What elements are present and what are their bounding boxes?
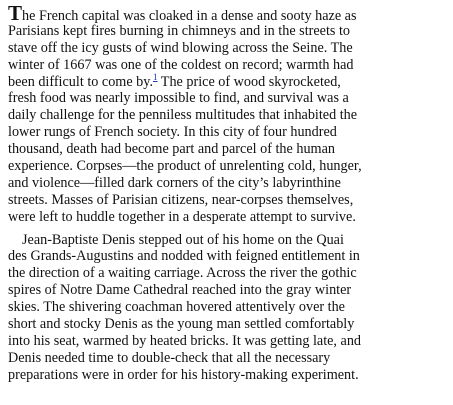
line-text: The price of wood skyrocketed,	[157, 73, 341, 90]
text-line: experience. Corpses—the product of unrelenting cold, hunger,	[8, 158, 362, 175]
text-line: Denis needed time to double-check that all the necessary	[8, 349, 331, 366]
footnote-link[interactable]: 1	[153, 71, 158, 82]
text-line: were left to huddle together in a desperate attempt to survive.	[8, 208, 356, 225]
document-body	[8, 1, 453, 384]
paragraph-2	[8, 232, 453, 384]
text-line: and violence—filled dark corners of the city’s labyrinthine	[8, 174, 341, 191]
text-line: preparations were in order for his history-making experiment.	[8, 366, 359, 383]
text-line: stave off the icy gusts of wind blowing across the Seine. The	[8, 39, 353, 56]
text-line: Parisians kept fires burning in chimneys and in the streets to	[8, 22, 351, 39]
text-line: short and stocky Denis as the young man settled comfortably	[8, 316, 355, 333]
text-line: fresh food was nearly impossible to find, and survival was a	[8, 90, 349, 107]
text-line: des Grands-Augustins and nodded with feigned entitlement in	[8, 248, 360, 265]
text-line: the direction of a waiting carriage. Across the river the gothic	[8, 265, 357, 282]
line-text: been difficult to come by.	[8, 73, 153, 90]
text-line: daily challenge for the penniless multitudes that inhabited the	[8, 107, 358, 124]
text-line: winter of 1667 was one of the coldest on record; warmth had	[8, 56, 354, 73]
text-line: spires of Notre Dame Cathedral reached into the gray winter	[8, 282, 352, 299]
text-line	[8, 1, 453, 25]
text-line: Jean-Baptiste Denis stepped out of his home on the Quai	[22, 231, 344, 248]
line-text: he French capital was cloaked in a dense and sooty haze as	[22, 8, 357, 24]
text-line	[8, 71, 453, 91]
drop-cap: T	[8, 1, 23, 25]
text-line: streets. Masses of Parisian citizens, near-corpses themselves,	[8, 191, 354, 208]
text-line: skies. The shivering coachman hovered attentively over the	[8, 299, 345, 316]
text-line: lower rungs of French society. In this city of four hundred	[8, 124, 337, 141]
paragraph-1	[8, 1, 453, 226]
text-line: into his seat, warmed by heated bricks. It was getting late, and	[8, 332, 362, 349]
text-line: thousand, death had become part and parcel of the human	[8, 141, 335, 158]
